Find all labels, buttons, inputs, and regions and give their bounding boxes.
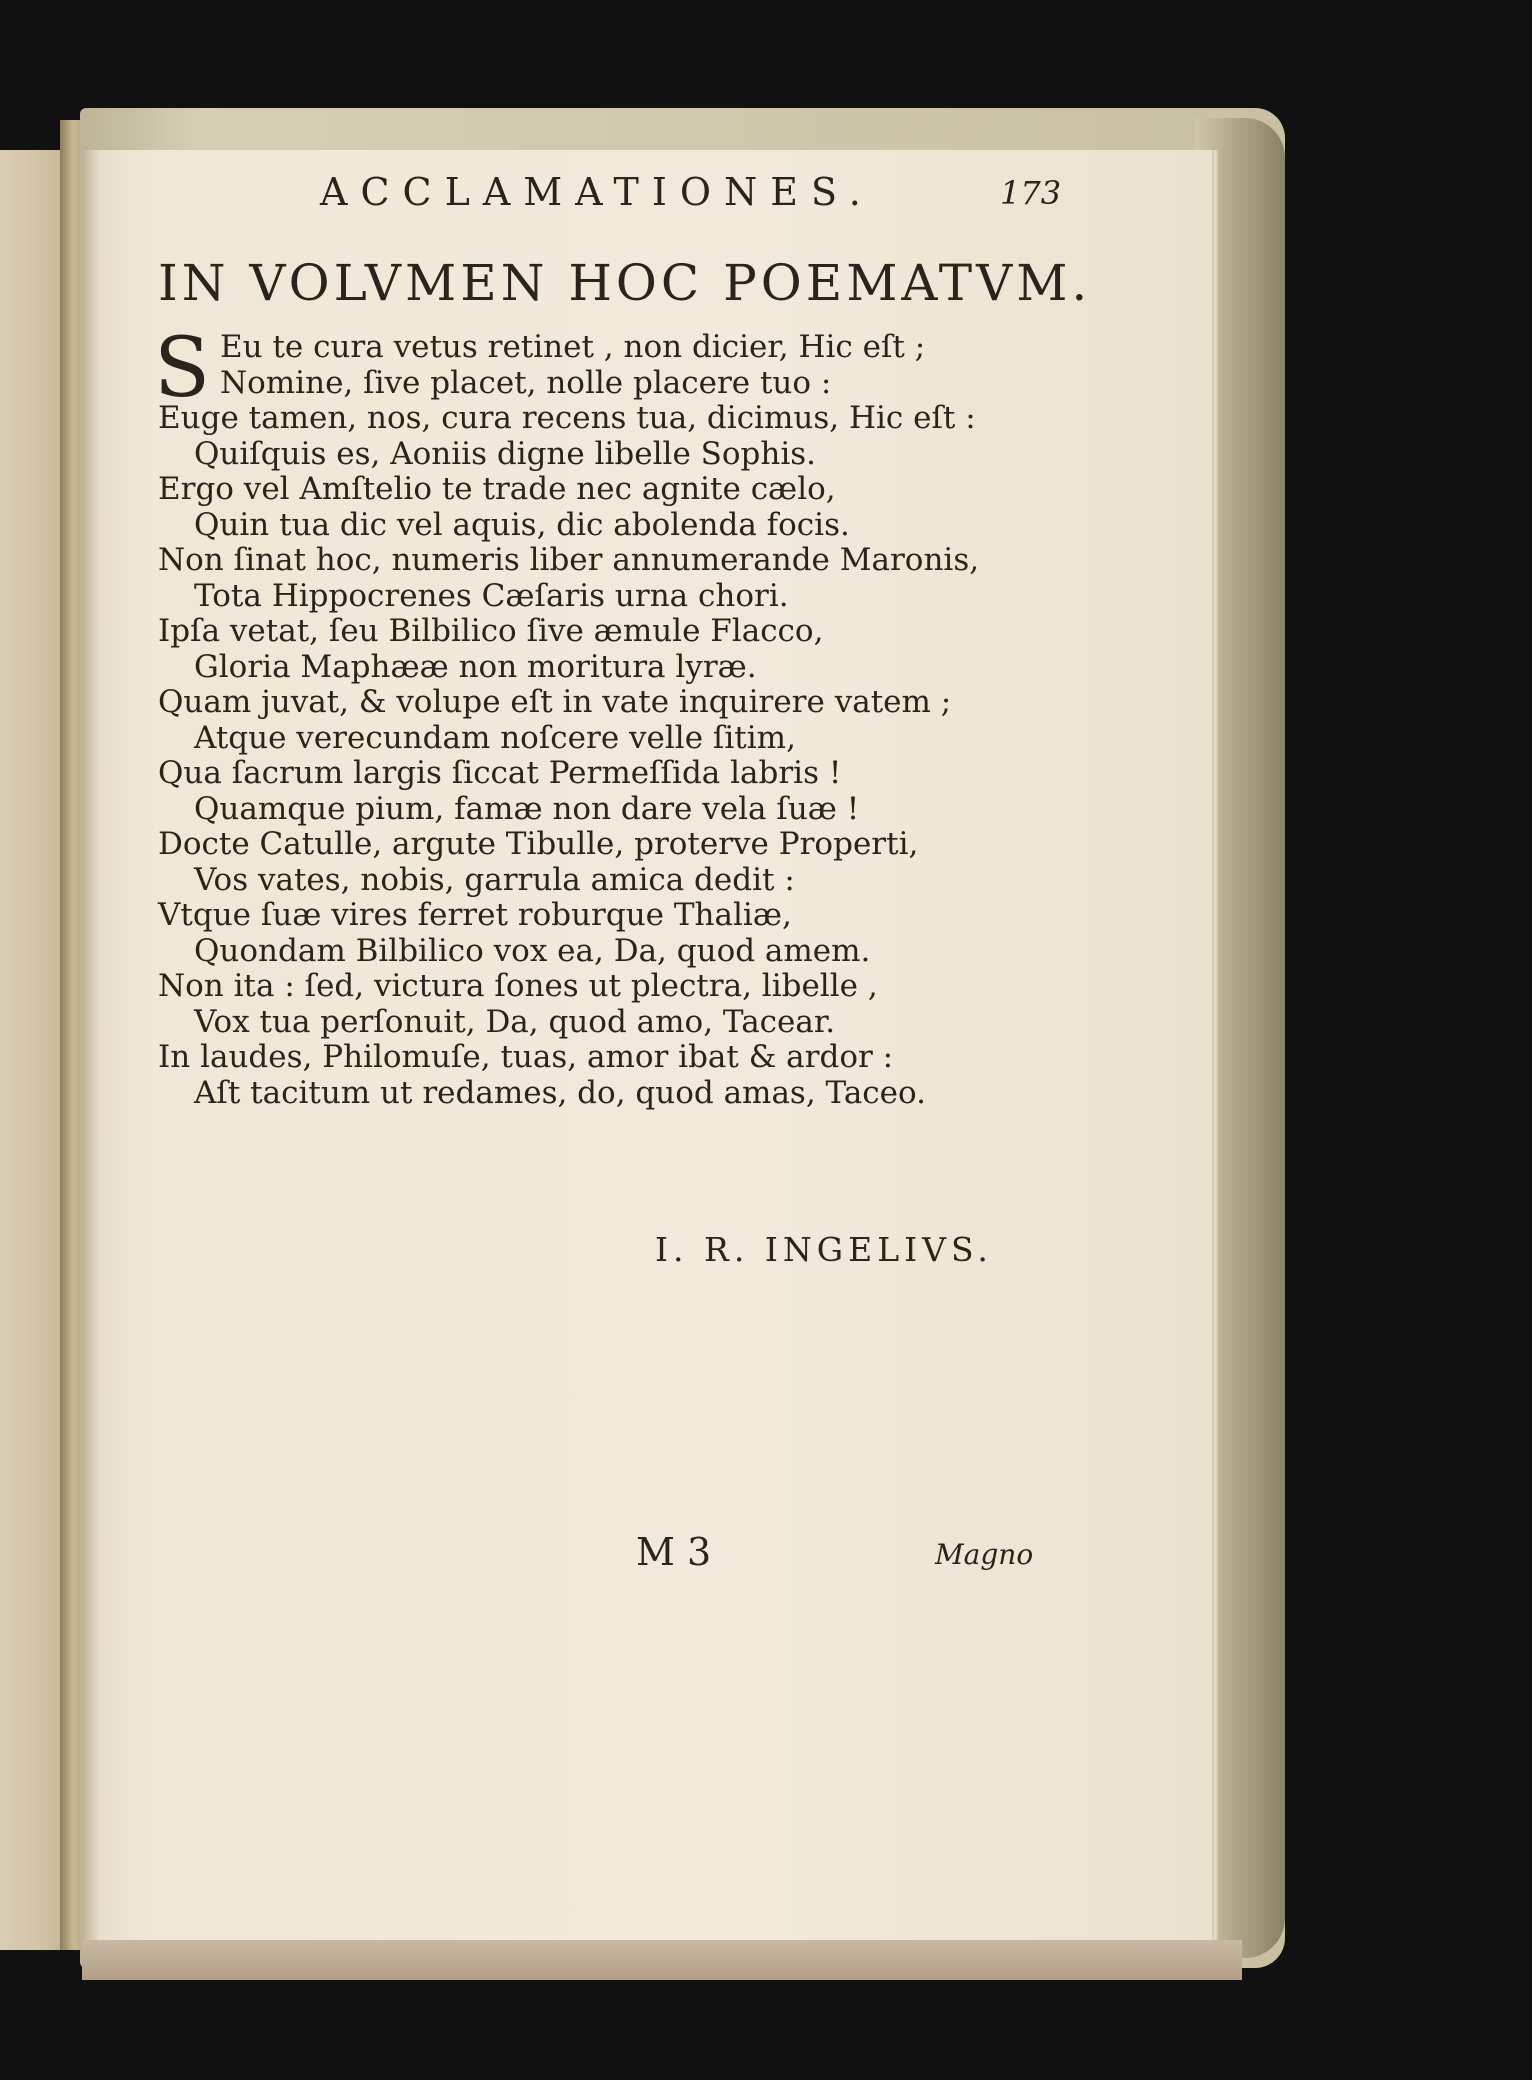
poem-line: Eu te cura vetus retinet , non dicier, Hic eſt ; xyxy=(220,329,926,365)
poem-line: In laudes, Philomuſe, tuas, amor ibat & ardor : xyxy=(158,1039,894,1075)
author-signature: I. R. INGELIVS. xyxy=(655,1230,993,1269)
bottom-edge xyxy=(82,1940,1242,1980)
catchword: Magno xyxy=(935,1538,1034,1571)
poem-line: Quam juvat, & volupe eſt in vate inquirere vatem ; xyxy=(158,684,952,720)
poem-line: Vox tua perſonuit, Da, quod amo, Tacear. xyxy=(194,1003,836,1040)
poem-line: Tota Hippocrenes Cæſaris urna chori. xyxy=(194,577,789,614)
running-head: ACCLAMATIONES. xyxy=(320,170,874,214)
poem-line: Quondam Bilbilico vox ea, Da, quod amem. xyxy=(194,932,871,969)
page-number: 173 xyxy=(1000,174,1062,212)
poem-line: Ergo vel Amſtelio te trade nec agnite cælo, xyxy=(158,471,836,507)
poem-line: Non ſinat hoc, numeris liber annumerande Maronis, xyxy=(158,542,980,578)
drop-capital: S xyxy=(154,321,211,416)
poem-line: Quamque pium, famæ non dare vela ſuæ ! xyxy=(194,790,860,827)
poem-line: Docte Catulle, argute Tibulle, proterve Properti, xyxy=(158,826,919,862)
poem-line: Aſt tacitum ut redames, do, quod amas, Taceo. xyxy=(194,1074,926,1111)
poem-line: Non ita : ſed, victura ſones ut plectra, libelle , xyxy=(158,968,878,1004)
poem-line: Vos vates, nobis, garrula amica dedit : xyxy=(194,861,795,898)
poem-line: Nomine, ſive placet, nolle placere tuo : xyxy=(220,364,832,401)
gathering-signature: M 3 xyxy=(636,1530,712,1574)
poem-line: Vtque ſuæ vires ferret roburque Thaliæ, xyxy=(158,897,792,933)
poem-line: Gloria Maphææ non moritura lyræ. xyxy=(194,648,757,685)
poem-body xyxy=(158,329,980,1111)
poem-line: Atque verecundam noſcere velle ſitim, xyxy=(194,719,796,756)
poem-line: Qua ſacrum largis ſiccat Permeſſida labris ! xyxy=(158,755,842,791)
poem-line: Quiſquis es, Aoniis digne libelle Sophis. xyxy=(194,435,817,472)
poem-line: Euge tamen, nos, cura recens tua, dicimus, Hic eſt : xyxy=(158,400,976,436)
poem-line: Quin tua dic vel aquis, dic abolenda focis. xyxy=(194,506,850,543)
poem-title: IN VOLVMEN HOC POEMATVM. xyxy=(158,254,1092,312)
poem-line: Ipſa vetat, ſeu Bilbilico ſive æmule Flacco, xyxy=(158,613,824,649)
gutter-shadow xyxy=(82,150,100,1940)
